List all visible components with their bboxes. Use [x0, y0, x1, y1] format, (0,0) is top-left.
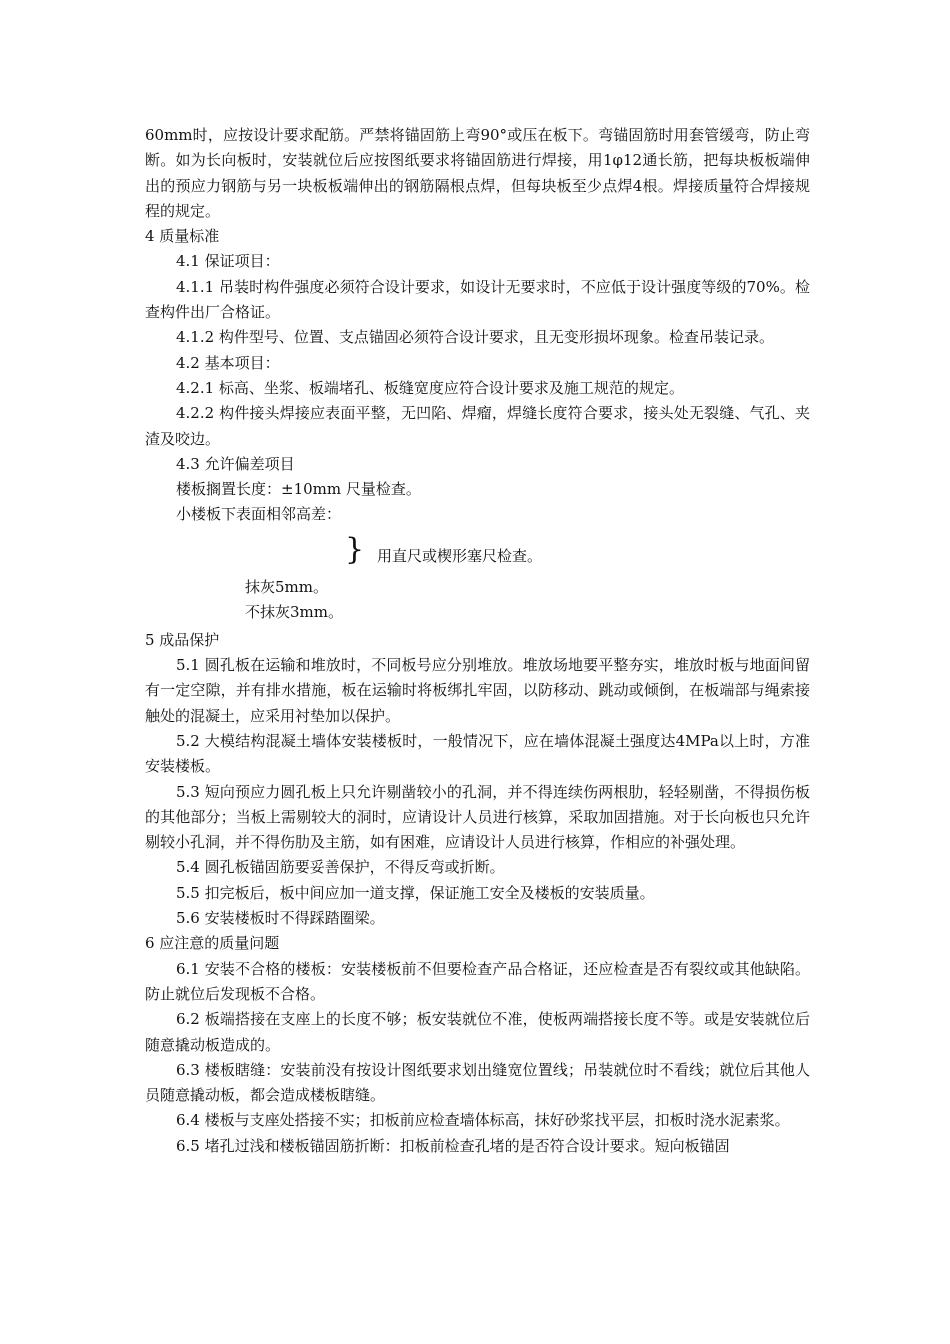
subheading-basic-items: 4.2 基本项目： — [176, 353, 280, 372]
paragraph-6-1: 6.1 安装不合格的楼板：安装楼板前不但要检查产品合格证，还应检查是否有裂纹或其他缺陷。防止就位后发现板不合格。 — [145, 959, 810, 1003]
heading-quality-issues: 6 应注意的质量问题 — [145, 934, 280, 953]
paragraph-6-3: 6.3 楼板瞎缝：安装前没有按设计图纸要求划出缝宽位置线；吊装就位时不看线；就位后其他人员随意撬动板，都会造成楼板瞎缝。 — [145, 1060, 810, 1105]
tolerance-height-diff-label: 小楼板下表面相邻高差： — [176, 505, 342, 524]
brace-symbol: } — [345, 531, 365, 567]
subheading-tolerance-items: 4.3 允许偏差项目 — [176, 454, 295, 473]
heading-product-protection: 5 成品保护 — [145, 630, 220, 649]
paragraph-6-5: 6.5 堵孔过浅和楼板锚固筋折断：扣板前检查孔堵的是否符合设计要求。短向板锚固 — [176, 1136, 730, 1155]
paragraph-5-6: 5.6 安装楼板时不得踩踏圈梁。 — [176, 909, 385, 928]
paragraph-6-2: 6.2 板端搭接在支座上的长度不够；板安装就位不准，使板两端搭接长度不等。或是安装就位后随意撬动板造成的。 — [145, 1010, 810, 1054]
tolerance-brace-block — [145, 528, 810, 628]
tolerance-bearing-length: 楼板搁置长度：±10mm 尺量检查。 — [176, 480, 421, 499]
paragraph-4-1-2: 4.1.2 构件型号、位置、支点锚固必须符合设计要求，且无变形损坏现象。检查吊装记录。 — [176, 328, 774, 347]
paragraph-4-2-1: 4.2.1 标高、坐浆、板端堵孔、板缝宽度应符合设计要求及施工规范的规定。 — [176, 378, 684, 397]
paragraph-4-1-1: 4.1.1 吊装时构件强度必须符合设计要求，如设计无要求时，不应低于设计强度等级的70%。检查构件出厂合格证。 — [145, 277, 810, 322]
paragraph-5-2: 5.2 大模结构混凝土墙体安装楼板时，一般情况下，应在墙体混凝土强度达4MPa以上时，方准安装楼板。 — [145, 731, 810, 776]
tolerance-unplastered: 不抹灰3mm。 — [245, 602, 343, 621]
paragraph-anchor-continuation: 60mm时，应按设计要求配筋。严禁将锚固筋上弯90°或压在板下。弯锚固筋时用套管缓弯，防止弯断。如为长向板时，安装就位后应按图纸要求将锚固筋进行焊接，用1φ12通长筋，把每块板板端伸出的预应力钢筋与另一块板板端伸出的钢筋隔根点焊，但每块板至少点焊4根。焊接质量符合焊接规程的规定。 — [145, 126, 810, 220]
tolerance-check-method: 用直尺或楔形塞尺检查。 — [377, 546, 543, 565]
heading-quality-standard: 4 质量标准 — [145, 227, 220, 246]
subheading-guarantee-items: 4.1 保证项目： — [176, 252, 280, 271]
paragraph-6-4: 6.4 楼板与支座处搭接不实；扣板前应检查墙体标高，抹好砂浆找平层，扣板时浇水泥素浆。 — [176, 1111, 790, 1130]
tolerance-plastered: 抹灰5mm。 — [245, 577, 328, 596]
paragraph-5-4: 5.4 圆孔板锚固筋要妥善保护，不得反弯或折断。 — [176, 858, 505, 877]
paragraph-5-1: 5.1 圆孔板在运输和堆放时，不同板号应分别堆放。堆放场地要平整夯实，堆放时板与地面间留有一定空隙，并有排水措施，板在运输时将板绑扎牢固，以防移动、跳动或倾倒，在板端部与绳索接触处的混凝土，应采用衬垫加以保护。 — [145, 656, 810, 725]
body-text — [145, 123, 810, 1159]
paragraph-5-5: 5.5 扣完板后，板中间应加一道支撑，保证施工安全及楼板的安装质量。 — [176, 883, 655, 902]
paragraph-4-2-2: 4.2.2 构件接头焊接应表面平整，无凹陷、焊瘤，焊缝长度符合要求，接头处无裂缝、气孔、夹渣及咬边。 — [145, 404, 810, 448]
paragraph-5-3: 5.3 短向预应力圆孔板上只允许剔凿较小的孔洞，并不得连续伤两根肋，轻轻剔凿，不得损伤板的其他部分；当板上需剔较大的洞时，应请设计人员进行核算，采取加固措施。对于长向板也只允许剔较小孔洞，并不得伤肋及主筋，如有困难，应请设计人员进行核算，作相应的补强处理。 — [145, 782, 810, 852]
